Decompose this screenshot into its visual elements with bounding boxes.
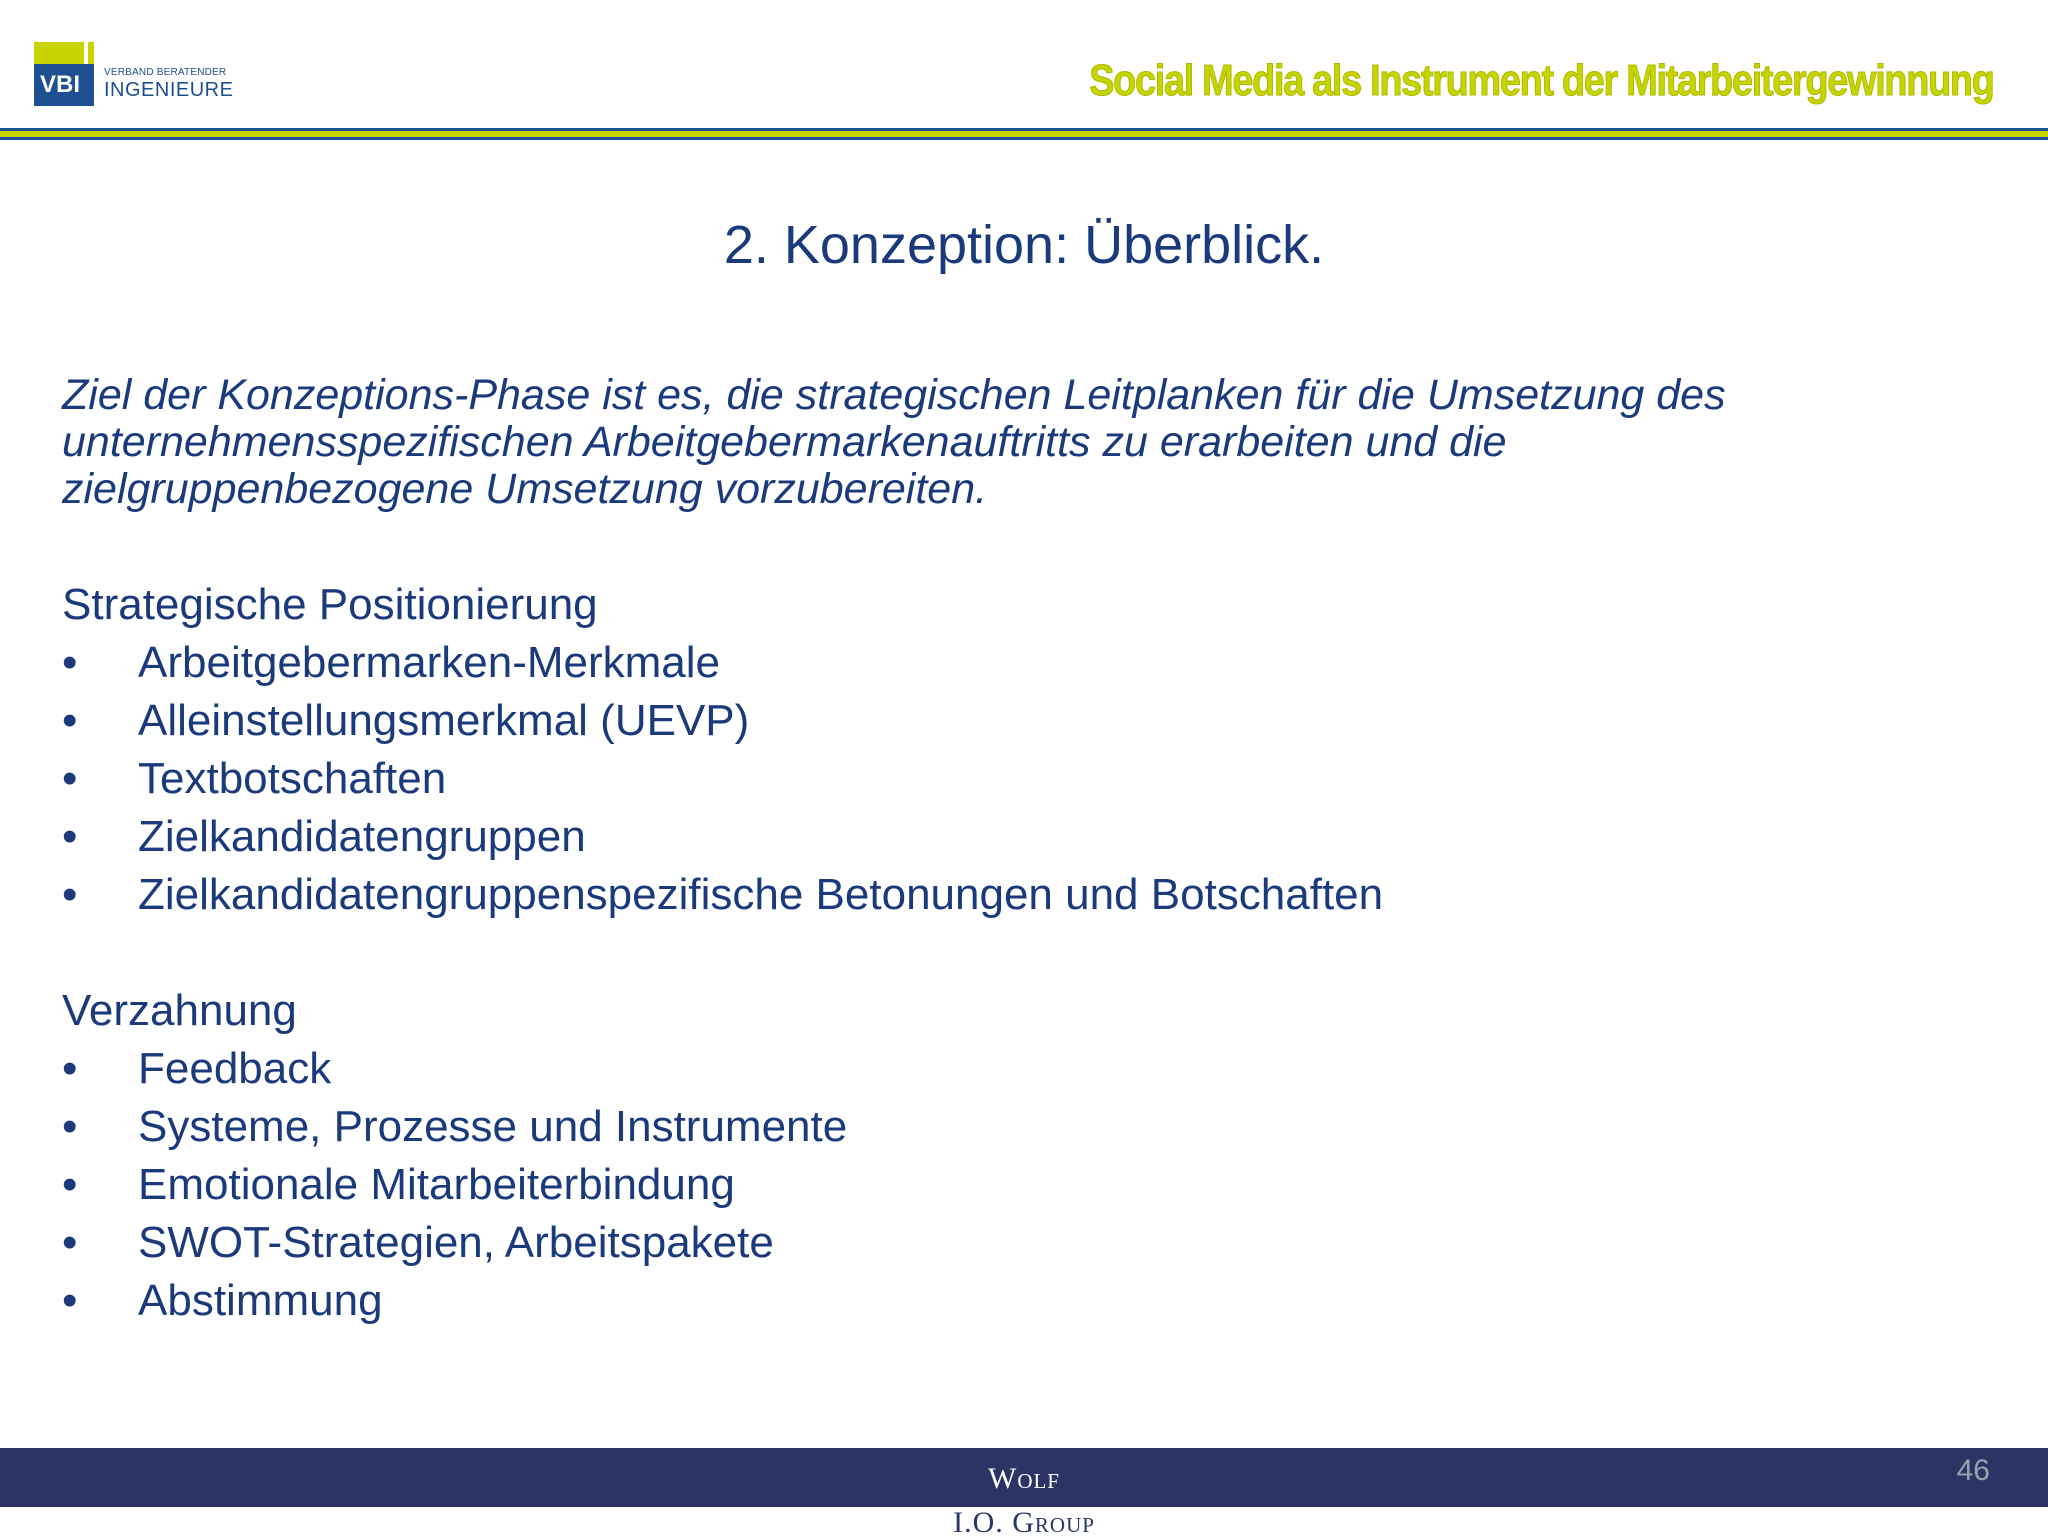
bullet-item — [62, 866, 1862, 924]
bullet-text: Emotionale Mitarbeiterbindung — [138, 1160, 735, 1209]
bullet-text: Zielkandidatengruppenspezifische Betonungen und Botschaften — [138, 870, 1384, 919]
bullet-text: Systeme, Prozesse und Instrumente — [138, 1102, 848, 1151]
bullet-dot: • — [62, 638, 78, 687]
bullet-dot: • — [62, 1102, 78, 1151]
intro-paragraph — [62, 372, 1982, 513]
bullet-dot: • — [62, 1276, 78, 1325]
slide-title: 2. Konzeption: Überblick. — [723, 215, 1325, 275]
bullet-item — [62, 808, 1862, 866]
bullet-dot: • — [62, 1044, 78, 1093]
bullet-text: Alleinstellungsmerkmal (UEVP) — [138, 696, 750, 745]
bullet-text: Feedback — [138, 1044, 332, 1093]
bullet-item — [62, 692, 1862, 750]
bullet-text: Textbotschaften — [138, 754, 447, 803]
bullet-item — [62, 1156, 1862, 1214]
section-heading: Strategische Positionierung — [62, 580, 598, 629]
bullet-list — [62, 1040, 1862, 1330]
logo-notch — [84, 42, 88, 64]
bullet-item — [62, 1040, 1862, 1098]
footer-brand-line-2: I.O. Group — [953, 1506, 1095, 1539]
intro-line: unternehmensspezifischen Arbeitgebermarkenauftritts zu erarbeiten und die — [62, 418, 1507, 466]
bullet-dot: • — [62, 870, 78, 919]
bullet-item — [62, 750, 1862, 808]
bullet-dot: • — [62, 696, 78, 745]
intro-line: Ziel der Konzeptions-Phase ist es, die strategischen Leitplanken für die Umsetzung des — [62, 371, 1726, 419]
section-heading: Verzahnung — [62, 986, 297, 1035]
bullet-dot: • — [62, 812, 78, 861]
vbi-logo — [34, 42, 233, 106]
header-divider — [0, 128, 2048, 140]
footer-brand-line-1: Wolf — [988, 1462, 1060, 1495]
bullet-text: Arbeitgebermarken-Merkmale — [138, 638, 720, 687]
logo-line-2: INGENIEURE — [104, 79, 234, 101]
section-strategische-positionierung — [62, 576, 1862, 924]
bullet-item — [62, 1272, 1862, 1330]
logo-line-1: VERBAND BERATENDER — [104, 67, 227, 78]
vbi-logo-mark — [34, 42, 94, 106]
section-verzahnung — [62, 982, 1862, 1330]
bullet-text: SWOT-Strategien, Arbeitspakete — [138, 1218, 774, 1267]
page-number: 46 — [1956, 1454, 1990, 1487]
bullet-text: Zielkandidatengruppen — [138, 812, 586, 861]
intro-line: zielgruppenbezogene Umsetzung vorzubereiten. — [62, 465, 988, 513]
bullet-dot: • — [62, 1218, 78, 1267]
bullet-item — [62, 634, 1862, 692]
bullet-dot: • — [62, 754, 78, 803]
bullet-item — [62, 1214, 1862, 1272]
bullet-dot: • — [62, 1160, 78, 1209]
divider-blue-bottom — [0, 137, 2048, 140]
logo-mark-text: VBI — [34, 64, 94, 106]
bullet-item — [62, 1098, 1862, 1156]
presentation-title: Social Media als Instrument der Mitarbeitergewinnung — [1089, 56, 1994, 105]
bullet-list — [62, 634, 1862, 924]
logo-text — [104, 47, 233, 101]
bullet-text: Abstimmung — [138, 1276, 383, 1325]
